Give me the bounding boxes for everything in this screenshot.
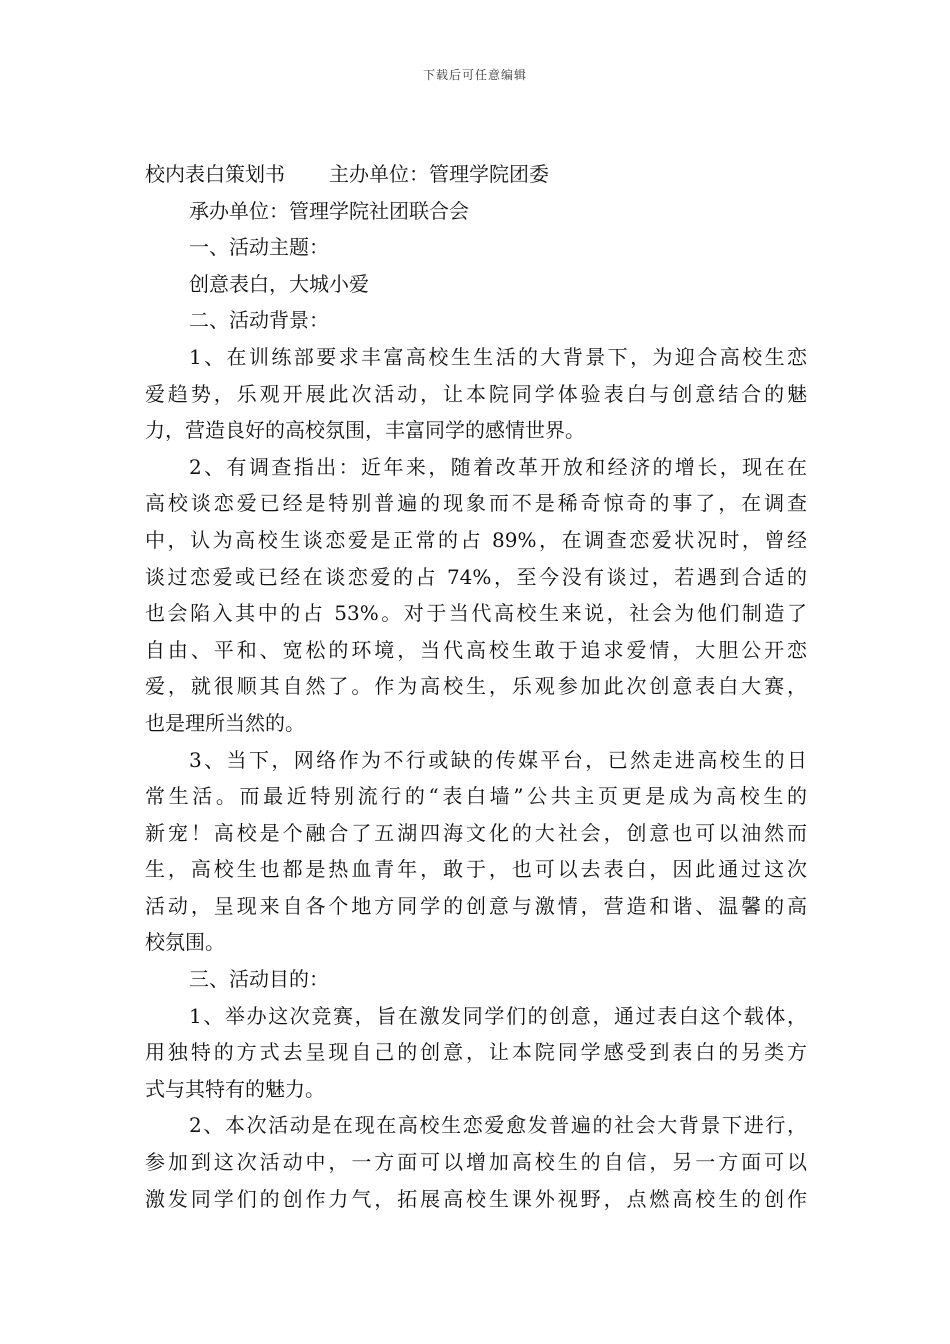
- paragraph-line: 常生活。而最近特别流行的“表白墙”公共主页更是成为高校生的: [145, 784, 807, 809]
- paragraph-line: 爱，就很顺其自然了。作为高校生，乐观参加此次创意表白大赛，: [145, 674, 807, 699]
- paragraph-line: 激发同学们的创作力气，拓展高校生课外视野，点燃高校生的创作: [145, 1186, 807, 1211]
- paragraph-line: 3、当下，网络作为不行或缺的传媒平台，已然走进高校生的日: [189, 747, 807, 772]
- document-title: 校内表白策划书: [145, 162, 285, 186]
- paragraph-line: 2、有调查指出：近年来，随着改革开放和经济的增长，现在在: [189, 454, 807, 479]
- paragraph-line: 新宠！高校是个融合了五湖四海文化的大社会，创意也可以油然而: [145, 820, 807, 845]
- section-heading-theme: 一、活动主题：: [189, 235, 329, 260]
- theme-text: 创意表白，大城小爱: [189, 271, 369, 296]
- sponsor-unit: 主办单位：管理学院团委: [329, 162, 549, 186]
- paragraph-line: 中，认为高校生谈恋爱是正常的占 89%，在调查恋爱状况时，曾经: [145, 527, 807, 552]
- paragraph-line: 用独特的方式去呈现自己的创意，让本院同学感受到表白的另类方: [145, 1040, 807, 1065]
- paragraph-line: 谈过恋爱或已经在谈恋爱的占 74%，至今没有谈过，若遇到合适的: [145, 564, 807, 589]
- paragraph-line: 1、在训练部要求丰富高校生生活的大背景下，为迎合高校生恋: [189, 344, 807, 369]
- paragraph-line: 1、举办这次竞赛，旨在激发同学们的创意，通过表白这个载体，: [189, 1003, 807, 1028]
- title-line: [145, 156, 807, 193]
- paragraph-line: 参加到这次活动中，一方面可以增加高校生的自信，另一方面可以: [145, 1150, 807, 1175]
- paragraph-line: 生，高校生也都是热血青年，敢于，也可以去表白，因此通过这次: [145, 857, 807, 882]
- paragraph-line: 式与其特有的魅力。: [145, 1076, 325, 1101]
- paragraph-line: 也会陷入其中的占 53%。对于当代高校生来说，社会为他们制造了: [145, 601, 807, 626]
- paragraph-line: 高校谈恋爱已经是特别普遍的现象而不是稀奇惊奇的事了，在调查: [145, 491, 807, 516]
- document-body: [145, 156, 807, 1217]
- section-heading-background: 二、活动背景：: [189, 308, 329, 333]
- paragraph-line: 自由、平和、宽松的环境，当代高校生敢于追求爱情，大胆公开恋: [145, 637, 807, 662]
- paragraph-line: 校氛围。: [145, 930, 225, 955]
- organizer-unit: 承办单位：管理学院社团联合会: [189, 198, 469, 223]
- paragraph-line: 力，营造良好的高校氛围，丰富同学的感情世界。: [145, 418, 585, 443]
- paragraph-line: 2、本次活动是在现在高校生恋爱愈发普遍的社会大背景下进行，: [189, 1113, 807, 1138]
- header-note: 下载后可任意编辑: [422, 68, 527, 82]
- paragraph-line: 活动，呈现来自各个地方同学的创意与激情，营造和谐、温馨的高: [145, 893, 807, 918]
- section-heading-purpose: 三、活动目的：: [189, 967, 329, 992]
- paragraph-line: 爱趋势，乐观开展此次活动，让本院同学体验表白与创意结合的魅: [145, 381, 807, 406]
- paragraph-line: 也是理所当然的。: [145, 710, 305, 735]
